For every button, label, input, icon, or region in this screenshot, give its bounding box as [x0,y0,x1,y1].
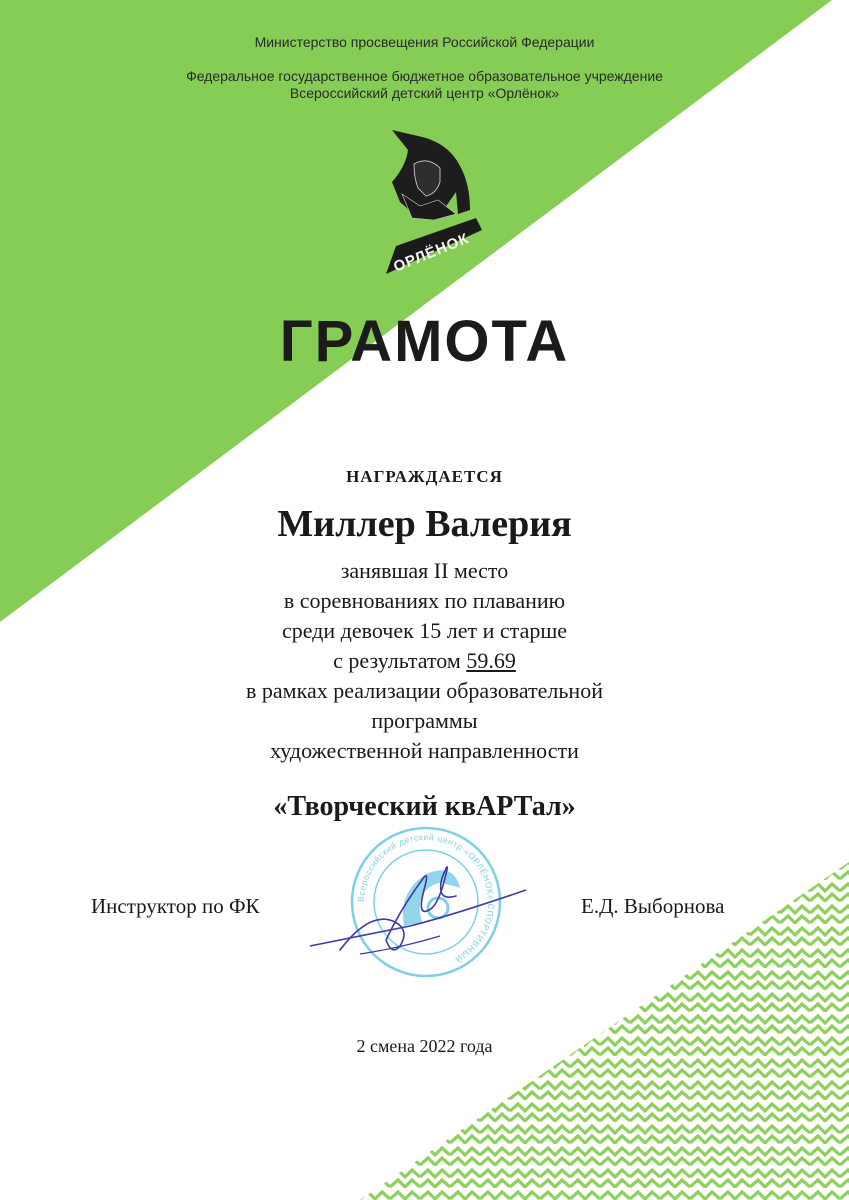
result-line [0,646,849,676]
signatory-name: Е.Д. Выборнова [581,894,725,918]
recipient-name: Миллер Валерия [277,503,572,545]
competition-line: в соревнованиях по плаванию [283,588,566,613]
direction-line: художественной направленности [270,738,579,763]
institution-line-1: Федеральное государственное бюджетное образовательное учреждение [186,68,663,84]
institution-line-2: Всероссийский детский центр «Орлёнок» [289,85,560,101]
certificate-title: ГРАМОТА [279,309,570,374]
svg-text:Всероссийский детский центр «О: Всероссийский детский центр «ОРЛЁНОК» СПОРТИВНЫЙ [355,831,497,965]
ministry-name: Министерство просвещения Российской Федерации [254,34,595,50]
orlyonok-emblem-icon [378,122,486,282]
program-word-line: программы [371,708,478,733]
program-name: «Творческий квАРТал» [273,791,576,822]
result-value: 59.69 [466,648,516,673]
certificate-body [0,556,849,766]
signatory-position: Инструктор по ФК [91,894,260,918]
logo-text: ОРЛЁНОК [391,229,472,276]
issue-date: 2 смена 2022 года [356,1036,493,1056]
handwritten-signature [300,850,540,960]
category-line: среди девочек 15 лет и старше [281,618,568,643]
place-line: занявшая II место [340,558,509,583]
awarded-label: НАГРАЖДАЕТСЯ [346,467,503,486]
result-prefix: с результатом [333,648,461,673]
institution-name [0,68,849,102]
program-context-line: в рамках реализации образовательной [246,678,603,703]
